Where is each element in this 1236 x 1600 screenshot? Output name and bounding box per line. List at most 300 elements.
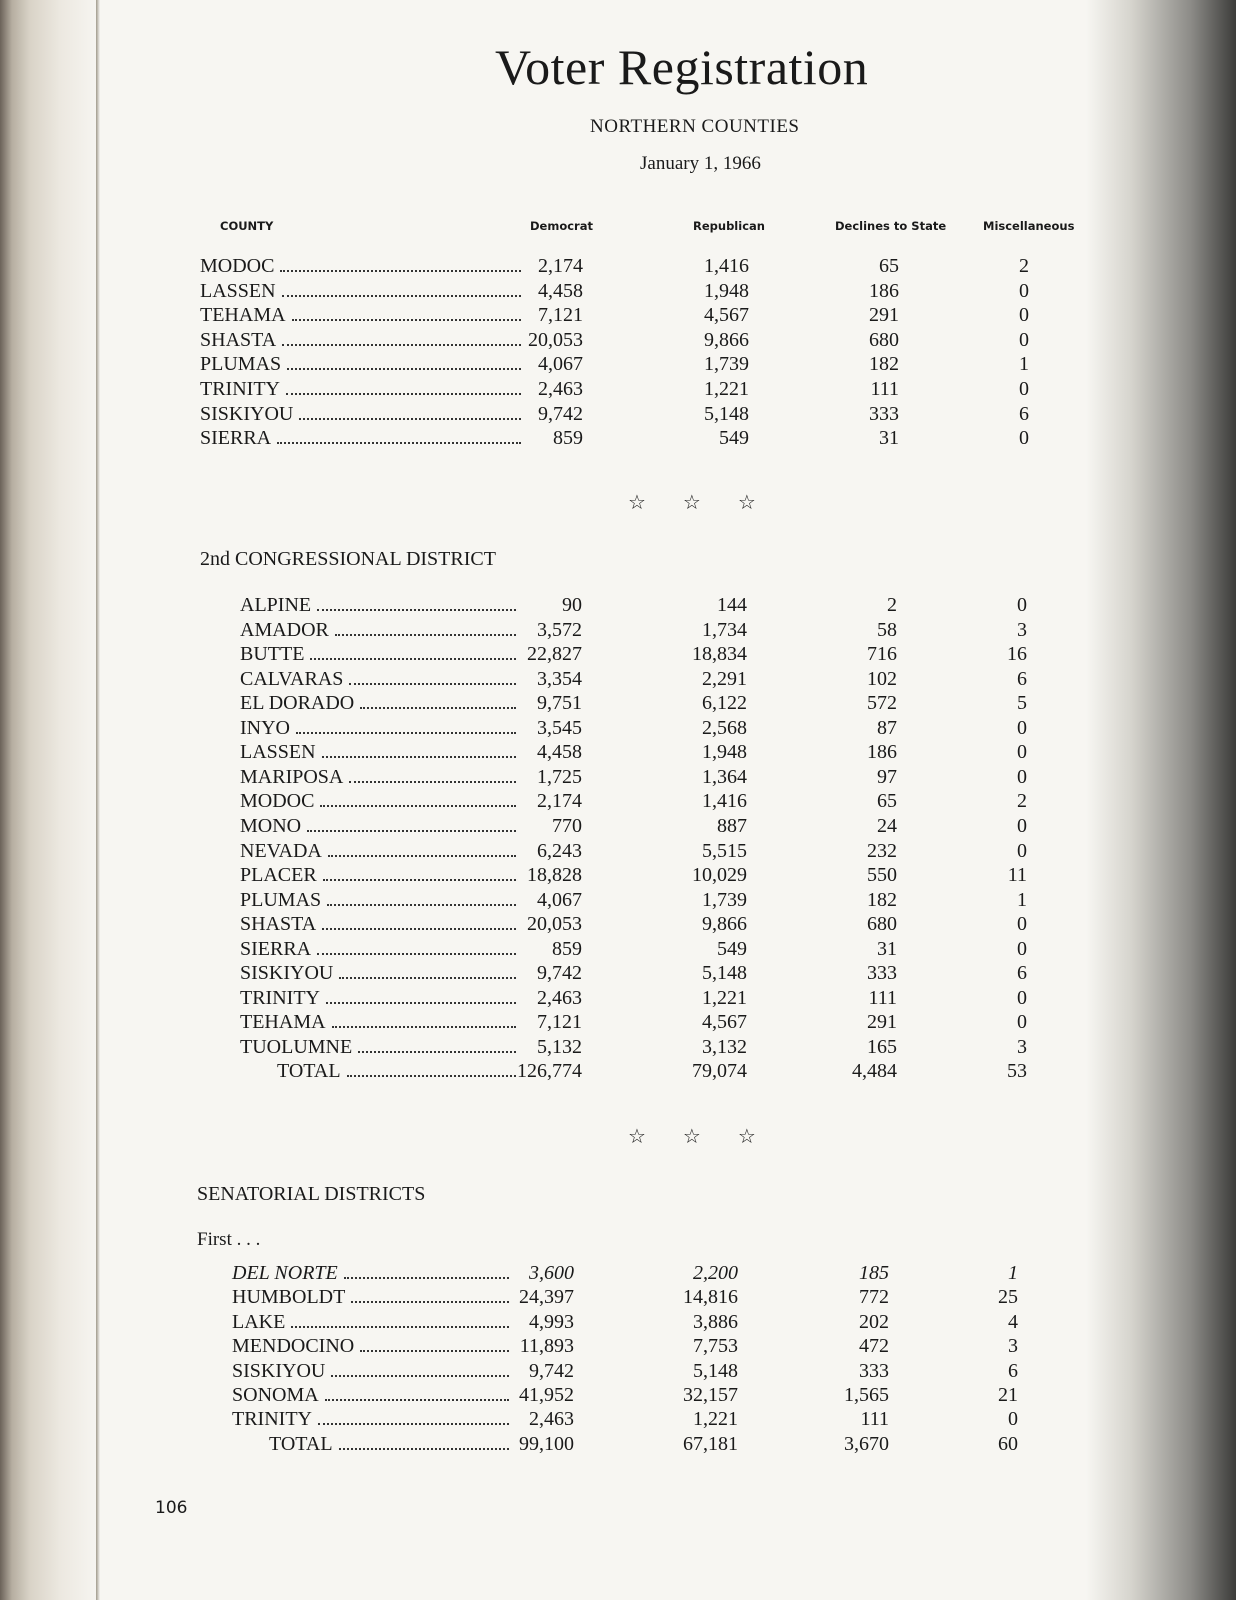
county-name-cell (200, 280, 525, 303)
dot-leader (349, 683, 516, 685)
dot-leader (351, 1301, 509, 1303)
democrat-value: 2,463 (537, 986, 582, 1009)
table-row (195, 790, 1095, 815)
county-name-cell (240, 864, 520, 887)
republican-value: 79,074 (692, 1060, 747, 1083)
dot-leader (327, 904, 516, 906)
democrat-value: 4,458 (538, 279, 583, 302)
misc-value: 0 (1017, 913, 1027, 936)
column-header-declines: Declines to State (835, 219, 947, 233)
county-name: PLUMAS (240, 888, 322, 911)
misc-value: 6 (1017, 667, 1027, 690)
table-row (195, 938, 1095, 963)
democrat-value: 859 (552, 937, 582, 960)
declines-value: 333 (869, 402, 899, 425)
misc-value: 0 (1019, 304, 1029, 327)
republican-value: 2,291 (702, 667, 747, 690)
republican-value: 3,132 (702, 1035, 747, 1058)
county-name: TOTAL (277, 1060, 341, 1083)
republican-value: 1,364 (702, 765, 747, 788)
county-name-cell (240, 815, 520, 838)
misc-value: 0 (1019, 427, 1029, 450)
dot-leader (310, 658, 516, 660)
county-name: HUMBOLDT (232, 1286, 346, 1309)
county-name-cell (240, 594, 520, 617)
democrat-value: 7,121 (537, 1011, 582, 1034)
dot-leader (317, 953, 516, 955)
table-row (195, 1408, 1095, 1433)
declines-value: 182 (867, 888, 897, 911)
county-name: TRINITY (240, 986, 320, 1009)
republican-value: 4,567 (702, 1011, 747, 1034)
democrat-value: 126,774 (517, 1060, 582, 1083)
table-row (195, 403, 1095, 428)
misc-value: 3 (1017, 1035, 1027, 1058)
misc-value: 3 (1008, 1335, 1018, 1358)
declines-value: 186 (867, 741, 897, 764)
dot-leader (291, 1326, 509, 1328)
democrat-value: 2,174 (537, 790, 582, 813)
dot-leader (296, 732, 516, 734)
republican-value: 5,148 (693, 1359, 738, 1382)
declines-value: 165 (867, 1035, 897, 1058)
dot-leader (323, 879, 516, 881)
democrat-value: 4,067 (538, 353, 583, 376)
district-first-label: First . . . (197, 1229, 261, 1250)
county-name: LASSEN (200, 279, 276, 302)
democrat-value: 4,993 (529, 1310, 574, 1333)
congressional-title: 2nd CONGRESSIONAL DISTRICT (200, 548, 496, 570)
declines-value: 31 (877, 937, 897, 960)
column-header-democrat: Democrat (530, 219, 593, 233)
county-name-cell (240, 987, 520, 1010)
column-header-county: COUNTY (220, 219, 274, 233)
misc-value: 16 (1007, 643, 1027, 666)
county-name: TEHAMA (240, 1011, 326, 1034)
declines-value: 185 (859, 1262, 889, 1284)
misc-value: 0 (1019, 328, 1029, 351)
county-name-cell (269, 1433, 513, 1456)
table-row (195, 987, 1095, 1012)
declines-value: 111 (860, 1408, 889, 1431)
county-name-cell (240, 962, 520, 985)
republican-value: 9,866 (704, 328, 749, 351)
misc-value: 0 (1008, 1408, 1018, 1431)
table-row (195, 619, 1095, 644)
table-row (195, 1335, 1095, 1360)
county-name-cell (200, 353, 525, 376)
republican-value: 1,948 (702, 741, 747, 764)
declines-value: 65 (877, 790, 897, 813)
republican-value: 549 (717, 937, 747, 960)
county-name: EL DORADO (240, 692, 355, 715)
table-row (195, 1036, 1095, 1061)
county-name: TRINITY (200, 378, 280, 400)
dot-leader (339, 977, 516, 979)
declines-value: 111 (868, 986, 897, 1009)
county-name: TOTAL (269, 1432, 333, 1455)
republican-value: 1,948 (704, 279, 749, 302)
table-row (195, 1060, 1095, 1085)
republican-value: 14,816 (683, 1286, 738, 1309)
misc-value: 4 (1008, 1310, 1018, 1333)
declines-value: 472 (859, 1335, 889, 1358)
county-name-cell (240, 1036, 520, 1059)
declines-value: 291 (867, 1011, 897, 1034)
document-page (195, 0, 1095, 1600)
table-row (195, 1360, 1095, 1385)
county-name: SISKIYOU (232, 1359, 326, 1382)
republican-value: 1,734 (702, 618, 747, 641)
county-name: PLUMAS (200, 353, 282, 376)
county-name: LAKE (232, 1310, 286, 1333)
table-row (195, 594, 1095, 619)
dot-leader (299, 418, 521, 420)
misc-value: 0 (1019, 279, 1029, 302)
misc-value: 21 (998, 1384, 1018, 1406)
misc-value: 1 (1008, 1262, 1018, 1284)
county-name: SIERRA (200, 427, 272, 450)
declines-value: 111 (870, 378, 899, 400)
table-row (195, 304, 1095, 329)
county-name-cell (232, 1311, 513, 1334)
democrat-value: 770 (552, 814, 582, 837)
misc-value: 2 (1019, 255, 1029, 277)
dot-leader (332, 1026, 516, 1028)
county-name-cell (200, 304, 525, 327)
misc-value: 0 (1017, 1011, 1027, 1034)
section-divider-stars: ☆☆☆ (628, 1124, 793, 1148)
county-name-cell (200, 329, 525, 352)
county-name: SIERRA (240, 937, 312, 960)
democrat-value: 2,174 (538, 255, 583, 277)
dot-leader (317, 609, 516, 611)
republican-value: 5,148 (704, 402, 749, 425)
declines-value: 182 (869, 353, 899, 376)
county-name-cell (240, 619, 520, 642)
county-name: SHASTA (200, 328, 277, 351)
declines-value: 680 (869, 328, 899, 351)
republican-value: 5,515 (702, 839, 747, 862)
county-name-cell (240, 840, 520, 863)
republican-value: 18,834 (692, 643, 747, 666)
county-name: MODOC (240, 790, 315, 813)
republican-value: 10,029 (692, 864, 747, 887)
dot-leader (360, 1350, 509, 1352)
dot-leader (325, 1399, 509, 1401)
democrat-value: 99,100 (519, 1432, 574, 1455)
declines-value: 97 (877, 765, 897, 788)
misc-value: 0 (1017, 937, 1027, 960)
democrat-value: 20,053 (527, 913, 582, 936)
misc-value: 1 (1017, 888, 1027, 911)
county-name: CALVARAS (240, 667, 344, 690)
county-name-cell (240, 790, 520, 813)
county-name: ALPINE (240, 594, 312, 616)
declines-value: 186 (869, 279, 899, 302)
democrat-value: 3,572 (537, 618, 582, 641)
democrat-value: 9,742 (529, 1359, 574, 1382)
republican-value: 1,739 (702, 888, 747, 911)
page-date: January 1, 1966 (640, 153, 761, 174)
table-row (195, 741, 1095, 766)
table-row (195, 378, 1095, 403)
county-name-cell (232, 1408, 513, 1431)
page-subtitle: NORTHERN COUNTIES (590, 116, 800, 137)
table-row (195, 329, 1095, 354)
county-name: NEVADA (240, 839, 322, 862)
republican-value: 1,221 (704, 378, 749, 400)
declines-value: 1,565 (844, 1384, 889, 1406)
democrat-value: 5,132 (537, 1035, 582, 1058)
dot-leader (320, 805, 516, 807)
table-row (195, 913, 1095, 938)
county-name: MONO (240, 814, 302, 837)
misc-value: 0 (1017, 986, 1027, 1009)
democrat-value: 41,952 (519, 1384, 574, 1406)
table-row (195, 692, 1095, 717)
misc-value: 11 (1007, 864, 1027, 887)
democrat-value: 4,067 (537, 888, 582, 911)
democrat-value: 2,463 (538, 378, 583, 400)
declines-value: 58 (877, 618, 897, 641)
democrat-value: 1,725 (537, 765, 582, 788)
dot-leader (331, 1375, 509, 1377)
republican-value: 144 (717, 594, 747, 616)
county-name-cell (240, 741, 520, 764)
republican-value: 1,221 (702, 986, 747, 1009)
democrat-value: 859 (553, 427, 583, 450)
county-name: SISKIYOU (240, 962, 334, 985)
democrat-value: 3,600 (529, 1262, 574, 1284)
county-name-cell (277, 1060, 520, 1083)
dot-leader (282, 295, 521, 297)
section-divider-stars: ☆☆☆ (628, 490, 793, 514)
column-header-republican: Republican (693, 219, 765, 233)
dot-leader (358, 1051, 516, 1053)
democrat-value: 24,397 (519, 1286, 574, 1309)
democrat-value: 11,893 (519, 1335, 574, 1358)
declines-value: 2 (887, 594, 897, 616)
misc-value: 2 (1017, 790, 1027, 813)
county-name: SHASTA (240, 913, 317, 936)
county-name: MENDOCINO (232, 1335, 355, 1358)
table-row (195, 889, 1095, 914)
table-row (195, 864, 1095, 889)
democrat-value: 22,827 (527, 643, 582, 666)
dot-leader (318, 1423, 509, 1425)
declines-value: 3,670 (844, 1432, 889, 1455)
table-row (195, 280, 1095, 305)
county-name-cell (240, 766, 520, 789)
misc-value: 3 (1017, 618, 1027, 641)
declines-value: 572 (867, 692, 897, 715)
county-name-cell (240, 1011, 520, 1034)
dot-leader (280, 270, 521, 272)
county-name-cell (240, 643, 520, 666)
dot-leader (322, 756, 516, 758)
table-row (195, 840, 1095, 865)
county-name-cell (240, 692, 520, 715)
misc-value: 6 (1017, 962, 1027, 985)
republican-value: 2,200 (693, 1262, 738, 1284)
misc-value: 0 (1017, 765, 1027, 788)
democrat-value: 3,545 (537, 716, 582, 739)
county-name-cell (232, 1335, 513, 1358)
republican-value: 1,416 (704, 255, 749, 277)
table-row (195, 1262, 1095, 1287)
declines-value: 4,484 (852, 1060, 897, 1083)
democrat-value: 2,463 (529, 1408, 574, 1431)
senatorial-title: SENATORIAL DISTRICTS (197, 1183, 426, 1205)
table-row (195, 1384, 1095, 1409)
republican-value: 32,157 (683, 1384, 738, 1406)
democrat-value: 18,828 (527, 864, 582, 887)
declines-value: 772 (859, 1286, 889, 1309)
dot-leader (286, 393, 521, 395)
declines-value: 202 (859, 1310, 889, 1333)
misc-value: 6 (1008, 1359, 1018, 1382)
county-name-cell (200, 403, 525, 426)
declines-value: 65 (879, 255, 899, 277)
dot-leader (344, 1277, 509, 1279)
republican-value: 5,148 (702, 962, 747, 985)
misc-value: 0 (1017, 741, 1027, 764)
misc-value: 53 (1007, 1060, 1027, 1083)
declines-value: 680 (867, 913, 897, 936)
dot-leader (347, 1075, 516, 1077)
republican-value: 1,221 (693, 1408, 738, 1431)
table-row (195, 427, 1095, 452)
democrat-value: 9,742 (538, 402, 583, 425)
republican-value: 549 (719, 427, 749, 450)
binding-edge (96, 0, 100, 1600)
page-title: Voter Registration (495, 39, 869, 95)
county-name-cell (200, 378, 525, 401)
dot-leader (326, 1002, 516, 1004)
table-row (195, 668, 1095, 693)
county-name: LASSEN (240, 741, 316, 764)
dot-leader (349, 781, 516, 783)
table-row (195, 1433, 1095, 1458)
misc-value: 0 (1017, 839, 1027, 862)
dot-leader (339, 1448, 509, 1450)
dot-leader (277, 442, 521, 444)
county-name: BUTTE (240, 643, 305, 666)
misc-value: 60 (998, 1432, 1018, 1455)
republican-value: 4,567 (704, 304, 749, 327)
democrat-value: 7,121 (538, 304, 583, 327)
table-row (195, 643, 1095, 668)
dot-leader (292, 319, 521, 321)
republican-value: 3,886 (693, 1310, 738, 1333)
republican-value: 1,739 (704, 353, 749, 376)
misc-value: 0 (1017, 814, 1027, 837)
county-name: DEL NORTE (232, 1262, 338, 1284)
declines-value: 333 (867, 962, 897, 985)
dot-leader (287, 368, 521, 370)
county-name: PLACER (240, 864, 317, 887)
misc-value: 5 (1017, 692, 1027, 715)
county-name-cell (240, 889, 520, 912)
county-name: AMADOR (240, 618, 329, 641)
republican-value: 9,866 (702, 913, 747, 936)
dot-leader (322, 928, 516, 930)
county-name: MARIPOSA (240, 765, 344, 788)
table-row (195, 255, 1095, 280)
county-name-cell (232, 1286, 513, 1309)
declines-value: 24 (877, 814, 897, 837)
county-name: SISKIYOU (200, 402, 294, 425)
democrat-value: 90 (562, 594, 582, 616)
declines-value: 87 (877, 716, 897, 739)
misc-value: 0 (1017, 594, 1027, 616)
republican-value: 67,181 (683, 1432, 738, 1455)
book-binding (0, 0, 100, 1600)
county-name: SONOMA (232, 1384, 319, 1406)
dot-leader (282, 344, 521, 346)
county-name: INYO (240, 716, 290, 739)
county-name: TRINITY (232, 1408, 312, 1431)
democrat-value: 20,053 (528, 328, 583, 351)
dot-leader (335, 634, 516, 636)
republican-value: 6,122 (702, 692, 747, 715)
republican-value: 7,753 (693, 1335, 738, 1358)
table-row (195, 815, 1095, 840)
column-header-misc: Miscellaneous (983, 219, 1075, 233)
county-name: MODOC (200, 255, 275, 277)
county-name-cell (232, 1384, 513, 1407)
dot-leader (307, 830, 516, 832)
dot-leader (328, 855, 516, 857)
county-name-cell (232, 1262, 513, 1285)
misc-value: 1 (1019, 353, 1029, 376)
county-name-cell (200, 427, 525, 450)
table-row (195, 1011, 1095, 1036)
misc-value: 0 (1017, 716, 1027, 739)
county-name-cell (240, 913, 520, 936)
declines-value: 291 (869, 304, 899, 327)
county-name-cell (200, 255, 525, 278)
democrat-value: 6,243 (537, 839, 582, 862)
dot-leader (360, 707, 516, 709)
declines-value: 102 (867, 667, 897, 690)
declines-value: 550 (867, 864, 897, 887)
democrat-value: 9,751 (537, 692, 582, 715)
declines-value: 31 (879, 427, 899, 450)
county-name-cell (240, 938, 520, 961)
democrat-value: 3,354 (537, 667, 582, 690)
misc-value: 25 (998, 1286, 1018, 1309)
table-row (195, 962, 1095, 987)
page-number: 106 (155, 1498, 188, 1518)
misc-value: 6 (1019, 402, 1029, 425)
republican-value: 1,416 (702, 790, 747, 813)
county-name: TEHAMA (200, 304, 286, 327)
democrat-value: 4,458 (537, 741, 582, 764)
republican-value: 2,568 (702, 716, 747, 739)
misc-value: 0 (1019, 378, 1029, 400)
page-edge-shadow (1086, 0, 1236, 1600)
county-name: TUOLUMNE (240, 1035, 353, 1058)
democrat-value: 9,742 (537, 962, 582, 985)
county-name-cell (232, 1360, 513, 1383)
county-name-cell (240, 668, 520, 691)
republican-value: 887 (717, 814, 747, 837)
county-name-cell (240, 717, 520, 740)
table-row (195, 766, 1095, 791)
table-row (195, 1311, 1095, 1336)
